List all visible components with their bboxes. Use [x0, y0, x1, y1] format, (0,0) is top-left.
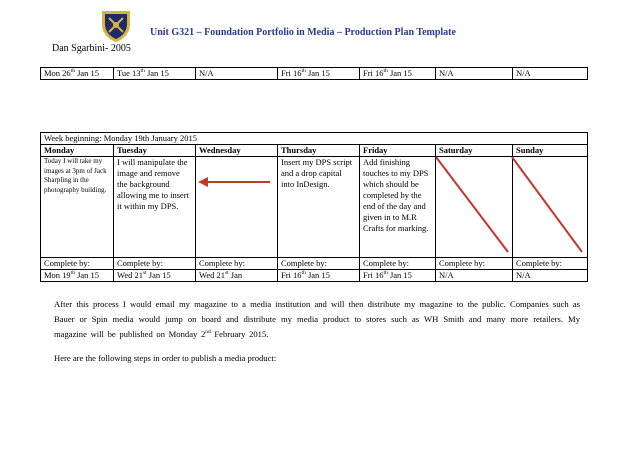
header-wednesday: Wednesday [196, 145, 278, 157]
steps-intro: Here are the following steps in order to publish a media product: [54, 353, 277, 363]
header-sunday: Sunday [513, 145, 588, 157]
date-cell: N/A [436, 68, 513, 80]
header-monday: Monday [41, 145, 114, 157]
task-thursday: Insert my DPS script and a drop capital into InDesign. [278, 157, 360, 258]
complete-by-label: Complete by: [114, 258, 196, 270]
complete-by-label: Complete by: [41, 258, 114, 270]
date-cell: Tue 13th Jan 15 [114, 68, 196, 80]
due-date-cell: N/A [513, 270, 588, 282]
author-line: Dan Sgarbini- 2005 [52, 43, 131, 54]
due-date-cell: N/A [436, 270, 513, 282]
complete-by-label: Complete by: [278, 258, 360, 270]
task-tuesday: I will manipulate the image and remove the background allowing me to insert it within my DPS. [114, 157, 196, 258]
complete-by-label: Complete by: [513, 258, 588, 270]
table-row [41, 68, 588, 80]
task-row [41, 157, 588, 258]
header-tuesday: Tuesday [114, 145, 196, 157]
week-beginning-label: Week beginning: Monday 19th January 2015 [41, 133, 588, 145]
due-date-cell: Wed 21st Jan [196, 270, 278, 282]
due-date-row [41, 270, 588, 282]
body-paragraph: After this process I would email my magazine to a media institution and will then distribute my magazine to the public. Companies such as Bauer or Spin media would jump on board and distribute my media product to stores such as WH Smith and many more retailers. My magazine will be published on Monday 2nd February 2015. [54, 299, 580, 339]
task-saturday [436, 157, 513, 258]
header-friday: Friday [360, 145, 436, 157]
date-cell: N/A [513, 68, 588, 80]
task-sunday [513, 157, 588, 258]
day-header-row [41, 145, 588, 157]
document-title: Unit G321 – Foundation Portfolio in Media – Production Plan Template [150, 27, 456, 38]
complete-by-row [41, 258, 588, 270]
previous-dates-table [40, 67, 588, 80]
header-thursday: Thursday [278, 145, 360, 157]
date-cell: Fri 16th Jan 15 [278, 68, 360, 80]
complete-by-label: Complete by: [196, 258, 278, 270]
complete-by-label: Complete by: [360, 258, 436, 270]
date-cell: Fri 16th Jan 15 [360, 68, 436, 80]
task-wednesday [196, 157, 278, 258]
due-date-cell: Fri 16th Jan 15 [360, 270, 436, 282]
complete-by-label: Complete by: [436, 258, 513, 270]
week-beginning-row [41, 133, 588, 145]
task-monday: Today I will take my images at 3pm of Jack Sharpling in the photography building. [41, 157, 114, 258]
due-date-cell: Fri 16th Jan 15 [278, 270, 360, 282]
school-crest-logo [98, 8, 134, 44]
date-cell: Mon 26th Jan 15 [41, 68, 114, 80]
date-cell: N/A [196, 68, 278, 80]
task-friday: Add finishing touches to my DPS which should be completed by the end of the day and given in to M.R Crafts for marking. [360, 157, 436, 258]
due-date-cell: Wed 21st Jan 15 [114, 270, 196, 282]
week-plan-table [40, 132, 588, 282]
header-saturday: Saturday [436, 145, 513, 157]
due-date-cell: Mon 19th Jan 15 [41, 270, 114, 282]
